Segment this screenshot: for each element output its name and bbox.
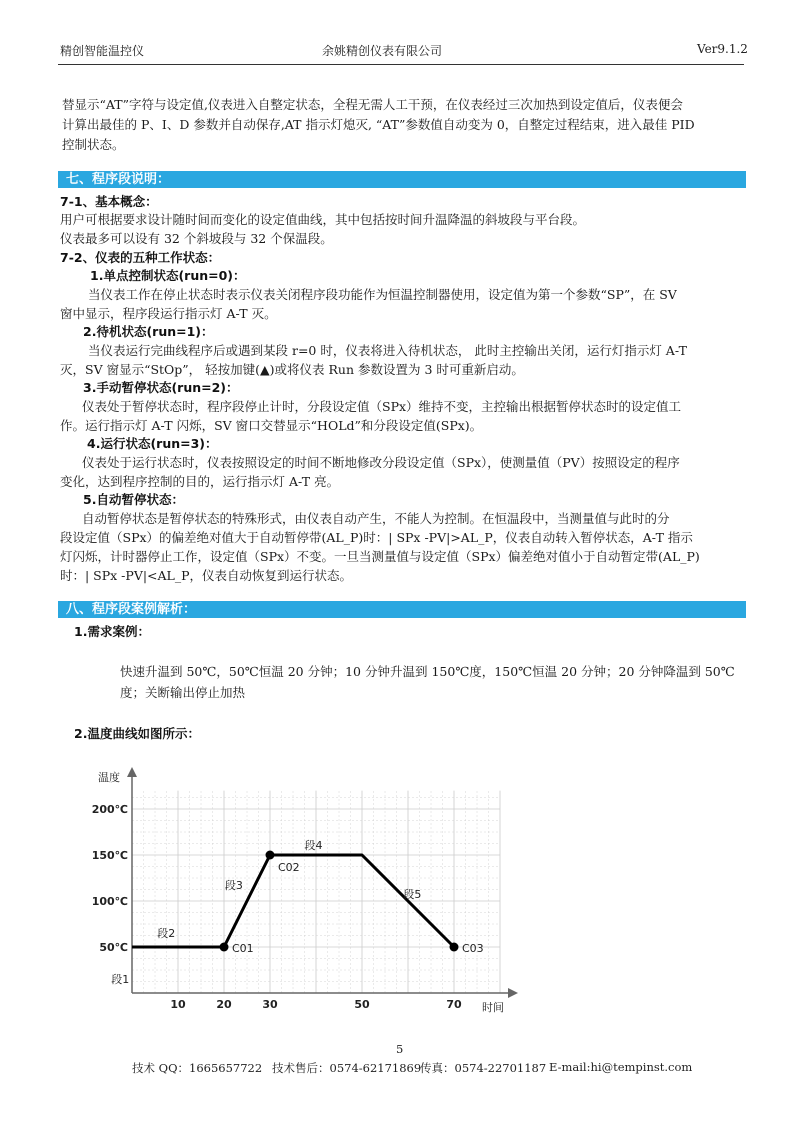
chart-grid	[132, 791, 500, 993]
temperature-curve-chart	[90, 755, 530, 1020]
state-3-line-2: 作。运行指示灯 A-T 闪烁，SV 窗口交替显示“HOLd”和分段设定值(SPx)。	[60, 418, 483, 433]
chart-points	[220, 851, 484, 956]
footer-fax: 传真：0574-22701187	[420, 1061, 547, 1075]
intro-line-2: 计算出最佳的 P、I、D 参数并自动保存,AT 指示灯熄灭, “AT”参数值自动变为 0，自整定过程结束，进入最佳 PID	[62, 117, 695, 132]
intro-line-3: 控制状态。	[62, 137, 125, 152]
data-point	[220, 943, 229, 952]
section-8-title: 八、程序段案例解析：	[58, 601, 746, 618]
intro-line-1: 替显示“AT”字符与设定值,仪表进入自整定状态，全程无需人工干预，在仪表经过三次加热到设定值后，仪表便会	[62, 97, 683, 112]
y-tick-label: 100℃	[91, 895, 128, 908]
chart-axes	[127, 767, 518, 998]
curve-title: 2.温度曲线如图所示：	[74, 726, 200, 741]
section-7-1-para-2: 仪表最多可以设有 32 个斜坡段与 32 个保温段。	[60, 231, 333, 246]
header-divider	[58, 64, 744, 65]
state-3-title: 3.手动暂停状态(run=2)：	[83, 380, 239, 395]
state-2-line-2: 灭，SV 窗显示“StOp”， 轻按加键(▲)或将仪表 Run 参数设置为 3 时可重新启动。	[60, 362, 524, 377]
header-center: 余姚精创仪表有限公司	[322, 44, 443, 58]
state-1-line-1: 当仪表工作在停止状态时表示仪表关闭程序段功能作为恒温控制器使用，设定值为第一个参数“SP”，在 SV	[88, 287, 677, 302]
chart-ticks	[92, 803, 462, 1011]
state-4-line-2: 变化，达到程序控制的目的，运行指示灯 A-T 亮。	[60, 474, 340, 489]
y-axis-label: 温度	[98, 771, 120, 784]
segment-label: 段4	[304, 839, 323, 852]
x-axis-arrow	[508, 988, 518, 998]
x-axis-label: 时间	[482, 1001, 504, 1014]
case-title: 1.需求案例：	[74, 624, 150, 639]
point-label: C01	[232, 942, 254, 955]
x-tick-label: 50	[354, 998, 370, 1011]
footer-support: 技术售后：0574-62171869	[272, 1061, 422, 1075]
header-right: Ver9.1.2	[697, 42, 748, 56]
state-4-line-1: 仪表处于运行状态时，仪表按照设定的时间不断地修改分段设定值（SPx），使测量值（PV）按照设定的程序	[82, 455, 680, 470]
header-left: 精创智能温控仪	[60, 44, 145, 58]
point-label: C03	[462, 942, 484, 955]
footer-qq: 技术 QQ：1665657722	[132, 1061, 263, 1075]
state-3-line-1: 仪表处于暂停状态时，程序段停止计时，分段设定值（SPx）维持不变，主控输出根据暂停状态时的设定值工	[82, 399, 682, 414]
segment-label: 段3	[224, 879, 243, 892]
case-line-2: 度；关断输出停止加热	[120, 685, 246, 700]
y-axis-arrow	[127, 767, 137, 777]
section-7-title: 七、程序段说明：	[58, 171, 746, 188]
x-tick-label: 30	[262, 998, 278, 1011]
data-point	[450, 943, 459, 952]
state-5-line-2: 段设定值（SPx）的偏差绝对值大于自动暂停带(AL_P)时：| SPx -PV|>AL_P，仪表自动转入暂停状态，A-T 指示	[60, 530, 693, 545]
y-tick-label: 150℃	[91, 849, 128, 862]
data-point	[266, 851, 275, 860]
y-tick-label: 50℃	[99, 941, 128, 954]
y-tick-label: 200℃	[91, 803, 128, 816]
state-1-line-2: 窗中显示，程序段运行指示灯 A-T 灭。	[60, 306, 277, 321]
section-7-2-title: 7-2、仪表的五种工作状态：	[60, 250, 221, 265]
page-number: 5	[396, 1042, 404, 1056]
state-5-line-1: 自动暂停状态是暂停状态的特殊形式，由仪表自动产生，不能人为控制。在恒温段中，当测量值与此时的分	[82, 511, 670, 526]
point-label: C02	[278, 861, 300, 874]
segment-label: 段1	[111, 973, 130, 986]
state-5-line-3: 灯闪烁，计时器停止工作，设定值（SPx）不变。一旦当测量值与设定值（SPx）偏差绝对值小于自动暂定带(AL_P)	[60, 549, 700, 564]
case-line-1: 快速升温到 50℃，50℃恒温 20 分钟；10 分钟升温到 150℃度，150℃恒温 20 分钟；20 分钟降温到 50℃	[120, 664, 735, 679]
state-5-title: 5.自动暂停状态：	[83, 492, 184, 507]
x-tick-label: 10	[170, 998, 186, 1011]
section-7-1-para-1: 用户可根据要求设计随时间而变化的设定值曲线，其中包括按时间升温降温的斜坡段与平台段。	[60, 212, 586, 227]
segment-label: 段2	[157, 927, 176, 940]
section-7-1-title: 7-1、基本概念：	[60, 194, 158, 209]
state-1-title: 1.单点控制状态(run=0)：	[90, 268, 246, 283]
x-tick-label: 20	[216, 998, 232, 1011]
footer-email[interactable]: E-mail:hi@tempinst.com	[549, 1060, 693, 1074]
state-4-title: 4.运行状态(run=3)：	[87, 436, 218, 451]
x-tick-label: 70	[446, 998, 462, 1011]
state-2-line-1: 当仪表运行完曲线程序后或遇到某段 r=0 时，仪表将进入待机状态， 此时主控输出关闭，运行灯指示灯 A-T	[88, 343, 687, 358]
state-2-title: 2.待机状态(run=1)：	[83, 324, 214, 339]
state-5-line-4: 时：| SPx -PV|<AL_P，仪表自动恢复到运行状态。	[60, 568, 353, 583]
segment-label: 段5	[403, 888, 422, 901]
